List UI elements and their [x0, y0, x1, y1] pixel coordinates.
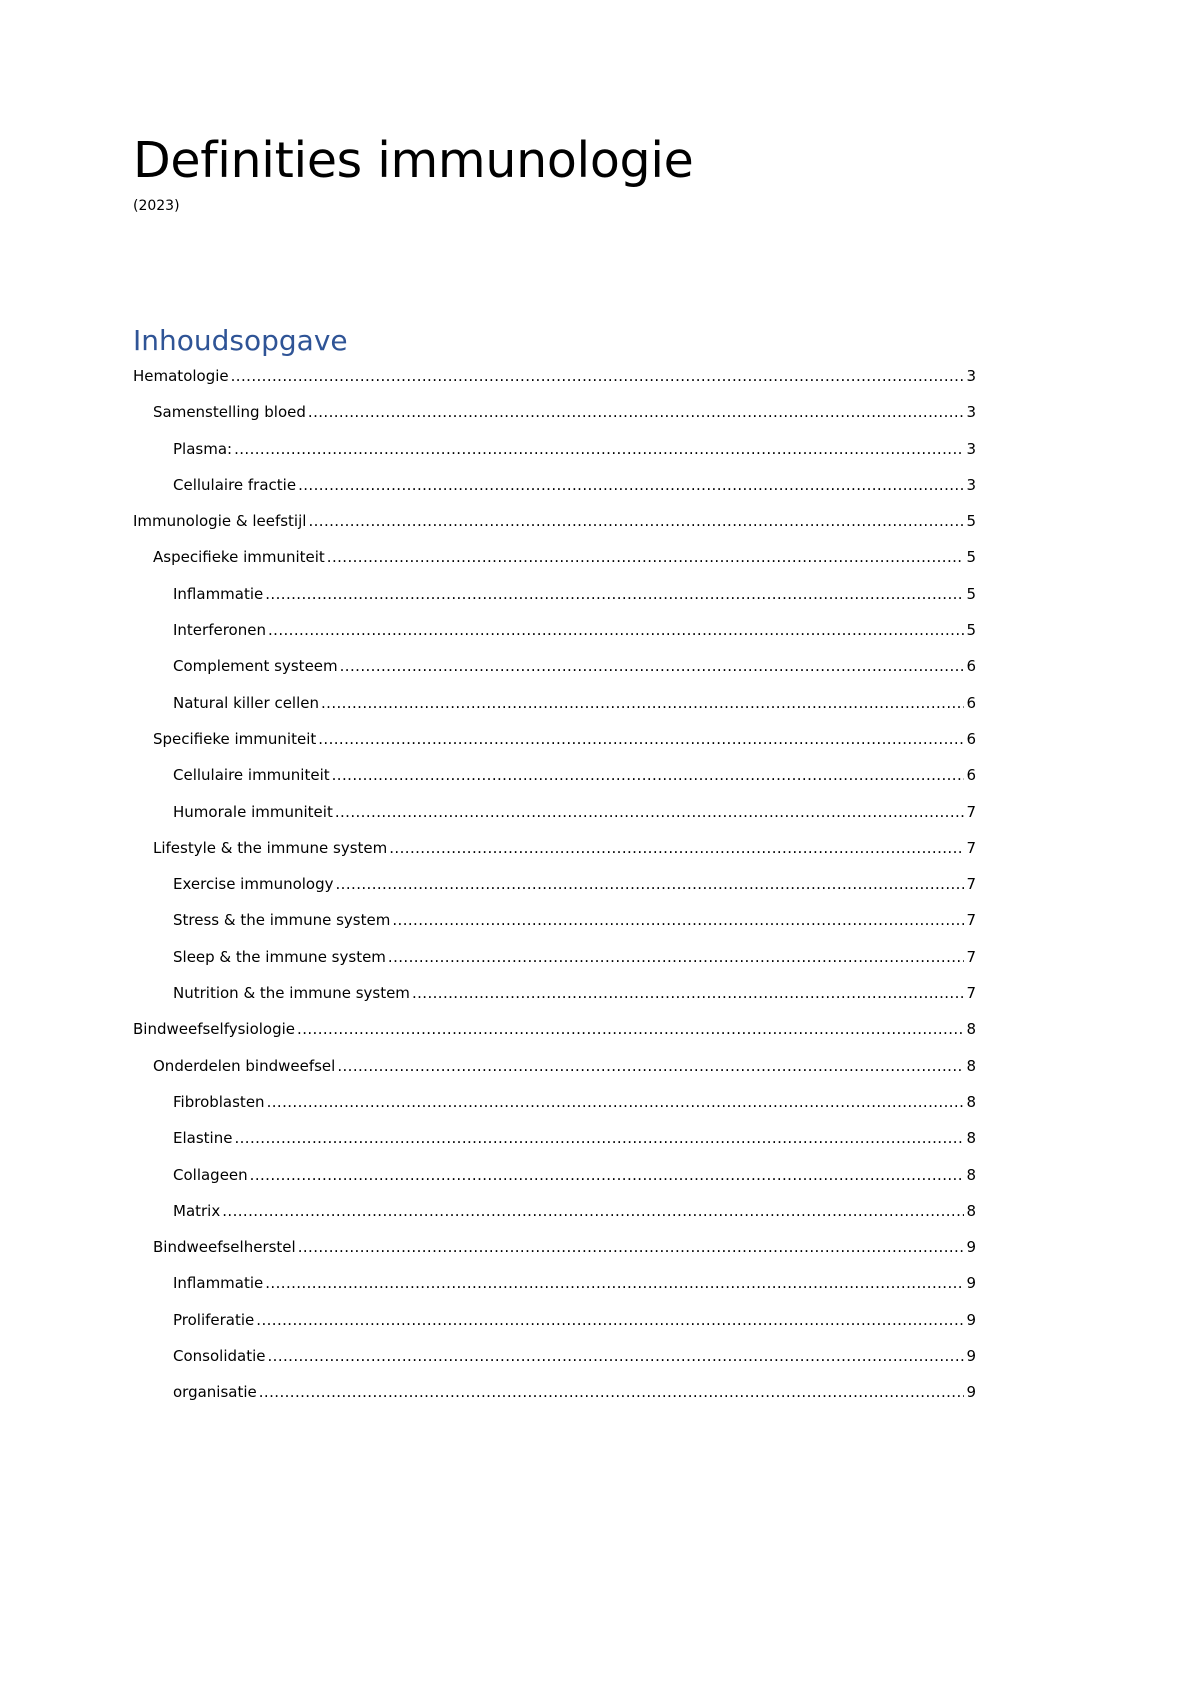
toc-entry-page-number[interactable]: 3 — [966, 403, 976, 422]
toc-entry[interactable] — [133, 1380, 976, 1416]
toc-dot-leader — [389, 836, 964, 860]
toc-entry[interactable] — [133, 1017, 976, 1053]
toc-dot-leader — [268, 618, 964, 642]
toc-entry-page-number[interactable]: 8 — [966, 1201, 976, 1220]
toc-entry-label[interactable]: Natural killer cellen — [173, 693, 319, 712]
toc-dot-leader — [392, 908, 964, 932]
toc-dot-leader — [267, 1344, 964, 1368]
toc-entry-page-number[interactable]: 9 — [966, 1347, 976, 1366]
toc-entry-label[interactable]: Consolidatie — [173, 1347, 266, 1366]
table-of-contents — [133, 364, 976, 1417]
toc-entry-page-number[interactable]: 8 — [966, 1129, 976, 1148]
toc-entry-page-number[interactable]: 7 — [966, 875, 976, 894]
toc-entry-label[interactable]: Cellulaire fractie — [173, 475, 297, 494]
toc-entry-label[interactable]: Aspecifieke immuniteit — [153, 548, 325, 567]
toc-dot-leader — [298, 473, 964, 497]
toc-entry-label[interactable]: Immunologie & leefstijl — [133, 512, 307, 531]
toc-entry-label[interactable]: Onderdelen bindweefsel — [153, 1056, 336, 1075]
toc-entry[interactable] — [133, 872, 976, 908]
toc-entry-page-number[interactable]: 7 — [966, 984, 976, 1003]
toc-entry-page-number[interactable]: 9 — [966, 1238, 976, 1257]
toc-entry-page-number[interactable]: 6 — [966, 693, 976, 712]
toc-entry-label[interactable]: organisatie — [173, 1383, 257, 1402]
toc-entry-page-number[interactable]: 6 — [966, 729, 976, 748]
toc-entry[interactable] — [133, 981, 976, 1017]
toc-dot-leader — [412, 981, 965, 1005]
toc-entry-label[interactable]: Humorale immuniteit — [173, 802, 333, 821]
toc-entry-page-number[interactable]: 6 — [966, 766, 976, 785]
toc-dot-leader — [335, 800, 965, 824]
toc-entry-label[interactable]: Exercise immunology — [173, 875, 334, 894]
toc-entry-page-number[interactable]: 9 — [966, 1310, 976, 1329]
toc-entry[interactable] — [133, 473, 976, 509]
toc-dot-leader — [256, 1308, 964, 1332]
toc-entry-label[interactable]: Lifestyle & the immune system — [153, 838, 388, 857]
toc-entry[interactable] — [133, 509, 976, 545]
toc-entry[interactable] — [133, 582, 976, 618]
toc-entry-label[interactable]: Matrix — [173, 1201, 221, 1220]
toc-entry-label[interactable]: Sleep & the immune system — [173, 947, 386, 966]
toc-entry-label[interactable]: Bindweefselherstel — [153, 1238, 296, 1257]
toc-entry[interactable] — [133, 364, 976, 400]
toc-entry-label[interactable]: Inflammatie — [173, 584, 264, 603]
toc-entry-label[interactable]: Elastine — [173, 1129, 233, 1148]
toc-entry-page-number[interactable]: 8 — [966, 1092, 976, 1111]
toc-dot-leader — [388, 945, 965, 969]
toc-entry[interactable] — [133, 1054, 976, 1090]
toc-entry-page-number[interactable]: 8 — [966, 1020, 976, 1039]
toc-entry[interactable] — [133, 1235, 976, 1271]
toc-dot-leader — [298, 1235, 965, 1259]
toc-dot-leader — [308, 509, 964, 533]
toc-entry-label[interactable]: Proliferatie — [173, 1310, 255, 1329]
toc-entry-label[interactable]: Bindweefselfysiologie — [133, 1020, 296, 1039]
toc-entry-page-number[interactable]: 9 — [966, 1274, 976, 1293]
toc-entry[interactable] — [133, 836, 976, 872]
toc-entry-label[interactable]: Cellulaire immuniteit — [173, 766, 330, 785]
toc-entry-page-number[interactable]: 7 — [966, 911, 976, 930]
toc-entry-page-number[interactable]: 7 — [966, 802, 976, 821]
toc-dot-leader — [337, 1054, 964, 1078]
toc-entry-page-number[interactable]: 6 — [966, 657, 976, 676]
toc-entry[interactable] — [133, 1090, 976, 1126]
toc-entry-page-number[interactable]: 5 — [966, 512, 976, 531]
toc-entry-page-number[interactable]: 5 — [966, 584, 976, 603]
toc-entry-label[interactable]: Samenstelling bloed — [153, 403, 306, 422]
toc-entry[interactable] — [133, 1126, 976, 1162]
toc-dot-leader — [267, 1090, 965, 1114]
toc-entry[interactable] — [133, 545, 976, 581]
toc-dot-leader — [321, 691, 964, 715]
toc-dot-leader — [234, 1126, 964, 1150]
toc-entry-label[interactable]: Collageen — [173, 1165, 248, 1184]
toc-entry-label[interactable]: Hematologie — [133, 367, 229, 385]
toc-dot-leader — [336, 872, 965, 896]
toc-entry-page-number[interactable]: 3 — [966, 439, 976, 458]
toc-entry[interactable] — [133, 945, 976, 981]
toc-entry-label[interactable]: Fibroblasten — [173, 1092, 265, 1111]
toc-entry-page-number[interactable]: 7 — [966, 947, 976, 966]
toc-entry[interactable] — [133, 1308, 976, 1344]
toc-entry-page-number[interactable]: 9 — [966, 1383, 976, 1402]
toc-entry[interactable] — [133, 1344, 976, 1380]
toc-entry-label[interactable]: Inflammatie — [173, 1274, 264, 1293]
toc-entry[interactable] — [133, 1163, 976, 1199]
toc-entry[interactable] — [133, 691, 976, 727]
toc-entry[interactable] — [133, 437, 976, 473]
toc-entry[interactable] — [133, 654, 976, 690]
toc-dot-leader — [234, 437, 964, 461]
toc-dot-leader — [308, 400, 965, 424]
toc-entry-label[interactable]: Plasma: — [173, 439, 233, 458]
toc-entry[interactable] — [133, 908, 976, 944]
toc-dot-leader — [297, 1017, 964, 1041]
toc-dot-leader — [327, 545, 965, 569]
toc-dot-leader — [250, 1163, 965, 1187]
toc-entry[interactable] — [133, 727, 976, 763]
toc-dot-leader — [265, 582, 964, 606]
toc-entry[interactable] — [133, 800, 976, 836]
toc-dot-leader — [222, 1199, 964, 1223]
toc-entry-page-number[interactable]: 5 — [966, 621, 976, 640]
toc-dot-leader — [332, 763, 965, 787]
toc-entry-page-number[interactable]: 7 — [966, 838, 976, 857]
toc-dot-leader — [259, 1380, 965, 1404]
toc-entry-label[interactable]: Stress & the immune system — [173, 911, 391, 930]
toc-dot-leader — [231, 364, 965, 388]
toc-dot-leader — [318, 727, 964, 751]
toc-entry-label[interactable]: Interferonen — [173, 621, 266, 640]
toc-entry-label[interactable]: Nutrition & the immune system — [173, 984, 410, 1003]
toc-entry-label[interactable]: Complement systeem — [173, 657, 338, 676]
toc-dot-leader — [340, 654, 965, 678]
toc-entry[interactable] — [133, 763, 976, 799]
toc-entry[interactable] — [133, 400, 976, 436]
toc-entry-page-number[interactable]: 8 — [966, 1056, 976, 1075]
toc-entry-page-number[interactable]: 3 — [966, 367, 976, 385]
toc-entry[interactable] — [133, 618, 976, 654]
toc-entry-page-number[interactable]: 3 — [966, 475, 976, 494]
toc-heading: Inhoudsopgave — [133, 324, 348, 357]
toc-entry-page-number[interactable]: 8 — [966, 1165, 976, 1184]
document-subtitle: (2023) — [133, 198, 180, 214]
toc-dot-leader — [265, 1271, 964, 1295]
document-title: Definities immunologie — [133, 132, 694, 189]
toc-entry-label[interactable]: Specifieke immuniteit — [153, 729, 317, 748]
toc-entry[interactable] — [133, 1271, 976, 1307]
toc-entry-page-number[interactable]: 5 — [966, 548, 976, 567]
toc-entry[interactable] — [133, 1199, 976, 1235]
